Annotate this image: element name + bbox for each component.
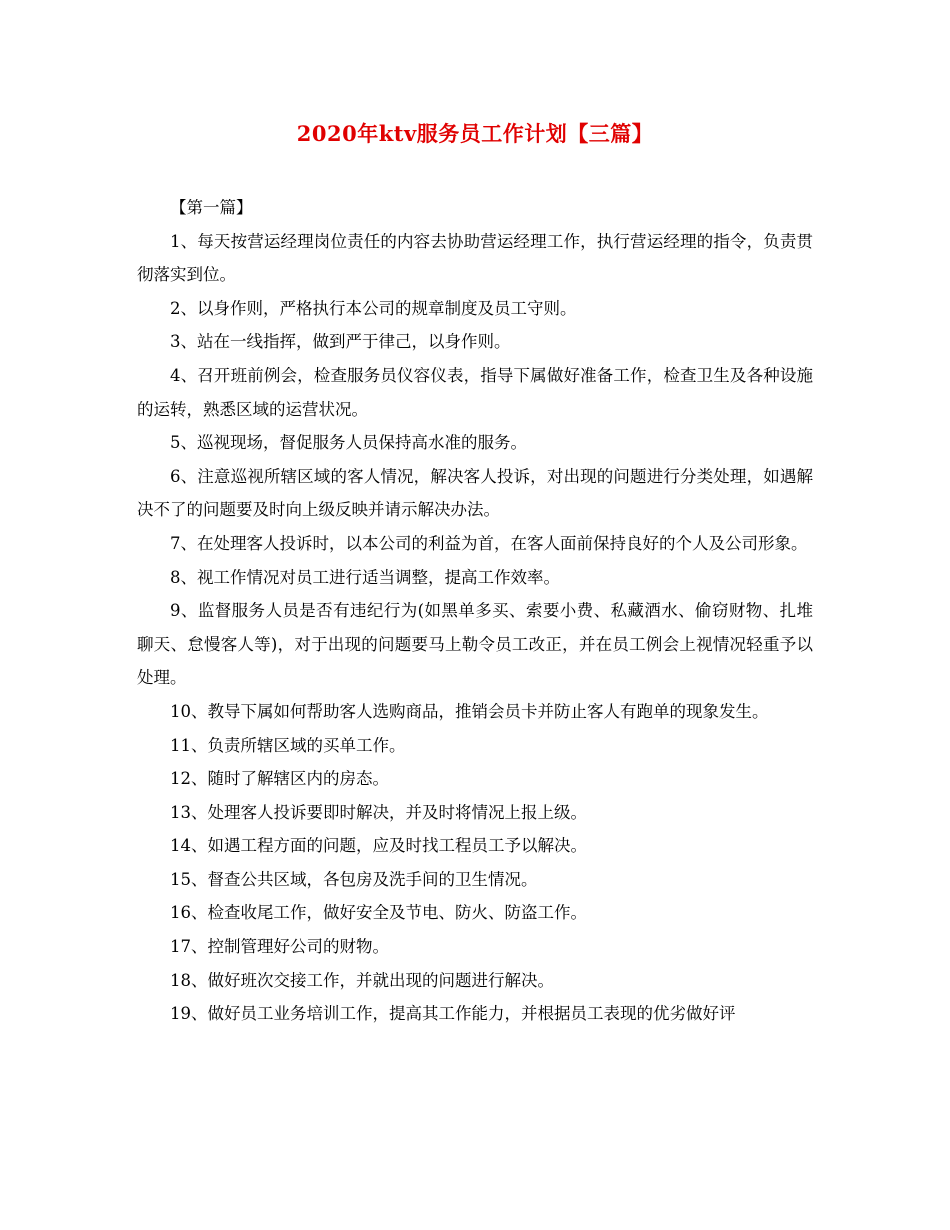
paragraph-15: 15、督查公共区域，各包房及洗手间的卫生情况。: [170, 869, 538, 889]
paragraph-19: 19、做好员工业务培训工作，提高其工作能力，并根据员工表现的优劣做好评: [170, 1004, 736, 1024]
paragraph-2: 2、以身作则，严格执行本公司的规章制度及员工守则。: [170, 298, 577, 318]
paragraph-8: 8、视工作情况对员工进行适当调整，提高工作效率。: [170, 567, 560, 587]
paragraph-6: 6、注意巡视所辖区域的客人情况，解决客人投诉，对出现的问题进行分类处理，如遇解决不了的问题要及时向上级反映并请示解决办法。: [137, 466, 813, 520]
paragraph-5: 5、巡视现场，督促服务人员保持高水准的服务。: [170, 433, 527, 453]
paragraph-18: 18、做好班次交接工作，并就出现的问题进行解决。: [170, 970, 554, 990]
section-heading: 【第一篇】: [170, 198, 253, 217]
paragraph-9: 9、监督服务人员是否有违纪行为(如黑单多买、索要小费、私藏酒水、偷窃财物、扎堆聊天、怠慢客人等)，对于出现的问题要马上勒令员工改正，并在员工例会上视情况轻重予以处理。: [137, 601, 813, 688]
document-title: 2020年ktv服务员工作计划【三篇】: [296, 121, 654, 146]
paragraph-16: 16、检查收尾工作，做好安全及节电、防火、防盗工作。: [170, 903, 587, 923]
paragraph-7: 7、在处理客人投诉时，以本公司的利益为首，在客人面前保持良好的个人及公司形象。: [170, 533, 808, 553]
paragraph-3: 3、站在一线指挥，做到严于律己，以身作则。: [170, 332, 511, 352]
paragraph-4: 4、召开班前例会，检查服务员仪容仪表，指导下属做好准备工作，检查卫生及各种设施的运转，熟悉区域的运营状况。: [137, 365, 813, 419]
paragraph-1: 1、每天按营运经理岗位责任的内容去协助营运经理工作，执行营运经理的指令，负责贯彻落实到位。: [137, 231, 813, 285]
paragraph-13: 13、处理客人投诉要即时解决，并及时将情况上报上级。: [170, 802, 587, 822]
paragraph-10: 10、教导下属如何帮助客人选购商品，推销会员卡并防止客人有跑单的现象发生。: [170, 701, 769, 721]
paragraph-12: 12、随时了解辖区内的房态。: [170, 769, 389, 789]
paragraph-11: 11、负责所辖区域的买单工作。: [170, 735, 406, 755]
paragraph-14: 14、如遇工程方面的问题，应及时找工程员工予以解决。: [170, 836, 587, 856]
paragraph-17: 17、控制管理好公司的财物。: [170, 937, 389, 957]
document-body: [137, 191, 813, 1031]
